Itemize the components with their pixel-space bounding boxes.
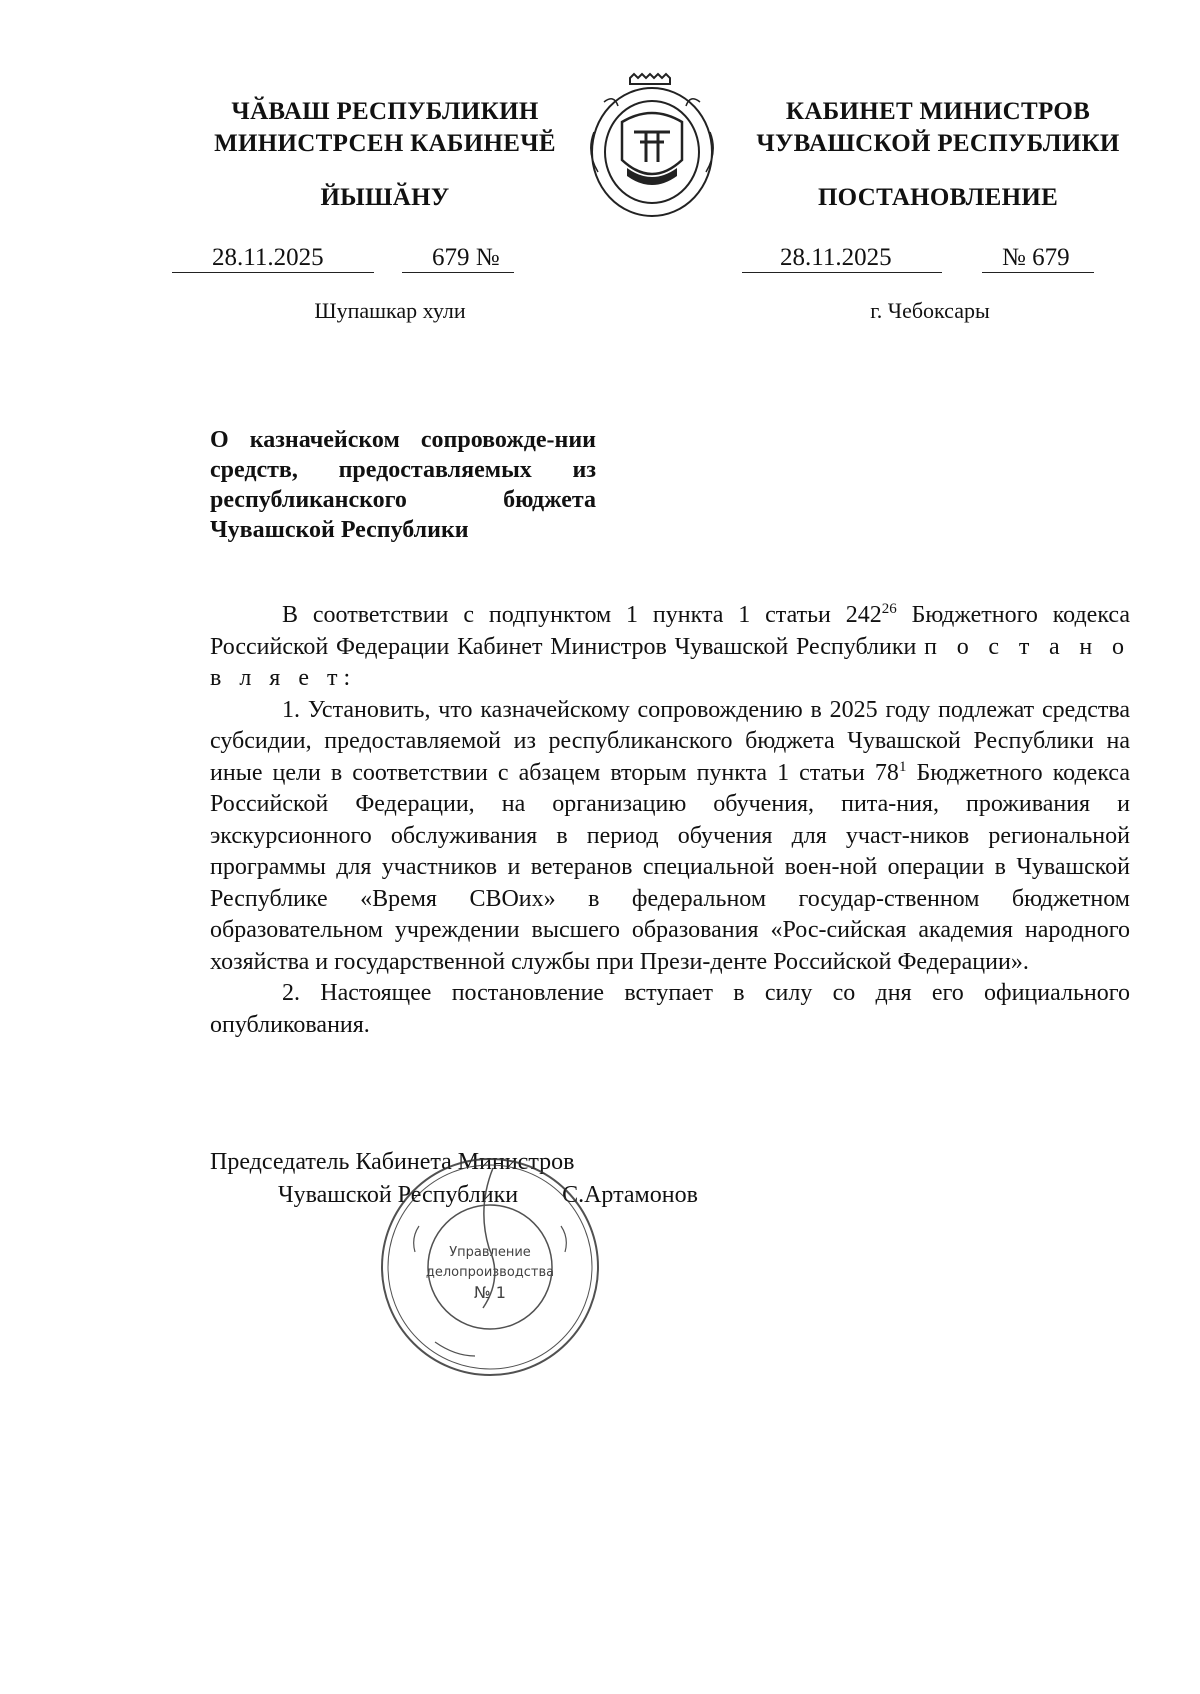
preamble-resolves: п о с т а н о в л я е т: [210,633,1130,691]
date-left-underline [172,272,374,273]
document-body [210,600,1130,1041]
signatory-name: С.Артамонов [562,1182,698,1208]
number-left-underline [402,272,514,273]
official-stamp-icon [375,1152,605,1382]
signature-title-line2-text: Чувашской Республики [278,1182,519,1208]
number-left: 679 № [432,244,500,271]
stamp-center-line3: № 1 [474,1283,506,1302]
org-name-line2-chuvash: МИНИСТРСЕН КАБИНЕЧӖ [214,130,556,157]
item-1-paragraph [210,695,1130,979]
number-right-underline [982,272,1094,273]
preamble-text-a: В соответствии с подпунктом 1 пункта 1 статьи 242 [282,602,882,628]
date-right: 28.11.2025 [780,244,892,271]
org-name-line1-russian: КАБИНЕТ МИНИСТРОВ [785,98,1091,125]
doc-type-chuvash: ЙЫШӐНУ [320,184,450,211]
item-1-text-a: 1. Установить, что казначейскому сопровождению в 2025 году подлежат средства субсидии, предоставляемой из республиканского бюджета Чувашской Республики на иные цели в соответствии с абзацем вторым пункта 1 статьи 78 [210,696,1130,786]
date-left: 28.11.2025 [212,244,324,271]
preamble-text-b: Бюджетного кодекса Российской Федерации Кабинет Министров Чувашской Республики [210,602,1130,660]
header-right [728,96,1148,214]
signature-title-line1: Председатель Кабинета Министров [210,1149,575,1175]
number-right: № 679 [1002,244,1070,271]
stamp-center-line2: делопроизводства [425,1265,555,1280]
item-1-superscript: 1 [898,758,907,775]
header-left [185,96,585,214]
place-left: Шупашкар хули [314,298,466,323]
preamble-superscript: 26 [881,601,897,617]
document-title: О казначейском сопровожде-нии средств, предоставляемых из республиканского бюджета Чувашской Республики [210,427,596,543]
date-right-underline [742,272,942,273]
org-name-line1-chuvash: ЧӐВАШ РЕСПУБЛИКИН [231,98,539,125]
item-1-text-b: Бюджетного кодекса Российской Федерации, на организацию обучения, пита-ния, проживания и экскурсионного обслуживания в период обучения для участ-ников региональной программы для участников и ветеранов специальной воен-ной операции в Чувашской Республике «Время СВОих» в федеральном государ-ственном бюджетном образовательном учреждении высшего образования «Рос-сийская академия народного хозяйства и государственной службы при Прези-денте Российской Федерации». [210,759,1130,975]
preamble-paragraph [210,600,1130,695]
doc-type-russian: ПОСТАНОВЛЕНИЕ [817,184,1059,211]
coat-of-arms-icon [582,72,722,222]
place-right: г. Чебоксары [870,298,990,323]
item-2-paragraph: 2. Настоящее постановление вступает в силу со дня его официального опубликования. [210,980,1130,1038]
org-name-line2-russian: ЧУВАШСКОЙ РЕСПУБЛИКИ [756,130,1120,157]
stamp-center-line1: Управление [449,1245,531,1260]
